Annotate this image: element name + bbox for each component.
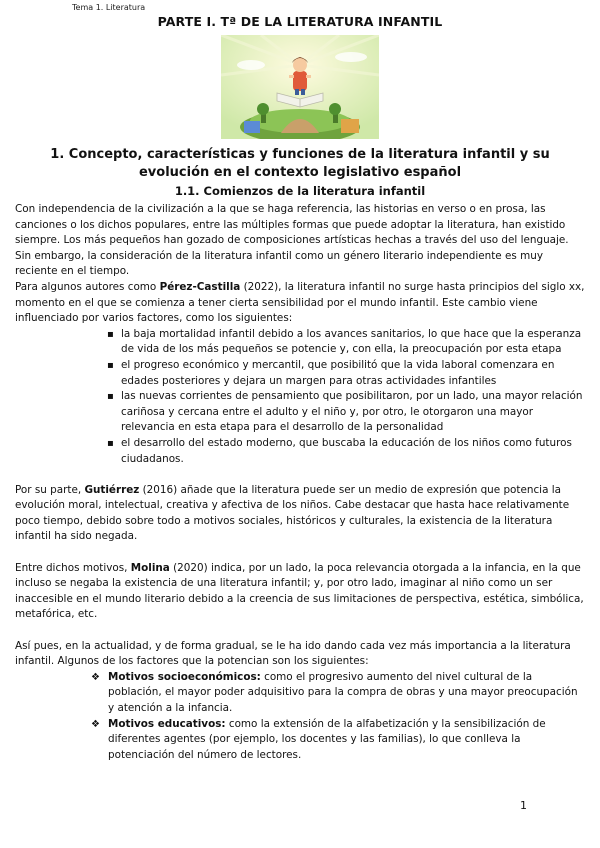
reading-girl-illustration [221,35,379,139]
spacer [15,467,587,483]
motive-label: Motivos educativos: [108,717,226,730]
paragraph-actualidad: Así pues, en la actualidad, y de forma gradual, se le ha ido dando cada vez más importancia a la literatura infantil. Algunos de los factores que la potencian son los siguientes: [15,639,571,668]
list-item [91,670,587,717]
text-segment: Para algunos autores como [15,280,160,293]
author-name: Molina [130,561,170,574]
list-item: ▪ el progreso económico y mercantil, que posibilitó que la vida laboral comenzara en edades posteriores y dejara un margen para otras actividades infantiles [107,358,587,389]
header-topic: Tema 1. Literatura [72,3,146,12]
motives-list [15,670,587,764]
list-item: ▪ las nuevas corrientes de pensamiento que posibilitaron, por un lado, una mayor relación cariñosa y cercana entre el adulto y el niño y, por otro, le otorgaron una mayor relevancia en esta etapa para el desarrollo de la personalidad [107,389,587,436]
list-item [91,717,587,764]
body-text [15,202,587,763]
list-item: ▪ la baja mortalidad infantil debido a los avances sanitarios, lo que hace que la esperanza de vida de los más pequeños se potencie y, con ella, la preocupación por esta etapa [107,327,587,358]
page-number: 1 [520,799,527,812]
text-segment: (2022), la literatura infantil no surge hasta principios del siglo xx, momento en el que se comienza a tener cierta sensibilidad por el mundo infantil. Este cambio viene influenciado por varios factores, como los siguientes: [15,280,585,325]
list-item: ▪ el desarrollo del estado moderno, que buscaba la educación de los niños como futuros ciudadanos. [107,436,587,467]
part-title: PARTE I. Tª DE LA LITERATURA INFANTIL [157,14,443,29]
text-segment: (2016) añade que la literatura puede ser un medio de expresión que potencia la evolución moral, intelectual, creativa y afectiva de los niños. Cabe destacar que hasta hace relativamente poco tiempo, debido sobre todo a motivos sociales, históricos y culturales, la existencia de la literatura infantil ha sido negada. [15,483,570,543]
paragraph-molina [15,561,587,623]
author-name: Pérez-Castilla [159,280,241,293]
motive-text: como la extensión de la alfabetización y la sensibilización de diferentes agentes (por ejemplo, los docentes y las familias), lo que conlleva la potenciación del número de lectores. [108,717,546,761]
author-name: Gutiérrez [84,483,140,496]
section-title: 1. Concepto, características y funciones de la literatura infantil y su evolución en el contexto legislativo español [50,147,550,180]
paragraph-perez-castilla [15,280,587,327]
spacer [15,623,587,639]
text-segment: (2020) indica, por un lado, la poca relevancia otorgada a la infancia, en la que incluso se negaba la existencia de una literatura infantil; y, por otro lado, imaginar al niño como un ser inaccesible en el mundo literario debido a la creencia de sus limitaciones de perspectiva, estética, simbólica, metafórica, etc. [15,561,584,621]
spacer [15,545,587,561]
motive-text: como el progresivo aumento del nivel cultural de la población, el mayor poder adquisitivo para la compra de obras y una mayor preocupación y atención a la infancia. [108,670,578,714]
factors-list [15,327,587,467]
section-subtitle: 1.1. Comienzos de la literatura infantil [174,184,426,198]
motive-label: Motivos socioeconómicos: [108,670,261,683]
paragraph-intro: Con independencia de la civilización a la que se haga referencia, las historias en verso o en prosa, las canciones o los dichos populares, entre las múltiples formas que puede adoptar la literatura, han existido siempre. Los más pequeños han gozado de composiciones artísticas hechas a través del uso del lenguaje. Sin embargo, la consideración de la literatura infantil como un género literario independiente es muy reciente en el tiempo. [15,203,569,278]
text-segment: Entre dichos motivos, [15,561,131,574]
text-segment: Por su parte, [15,483,85,496]
paragraph-gutierrez [15,483,587,545]
